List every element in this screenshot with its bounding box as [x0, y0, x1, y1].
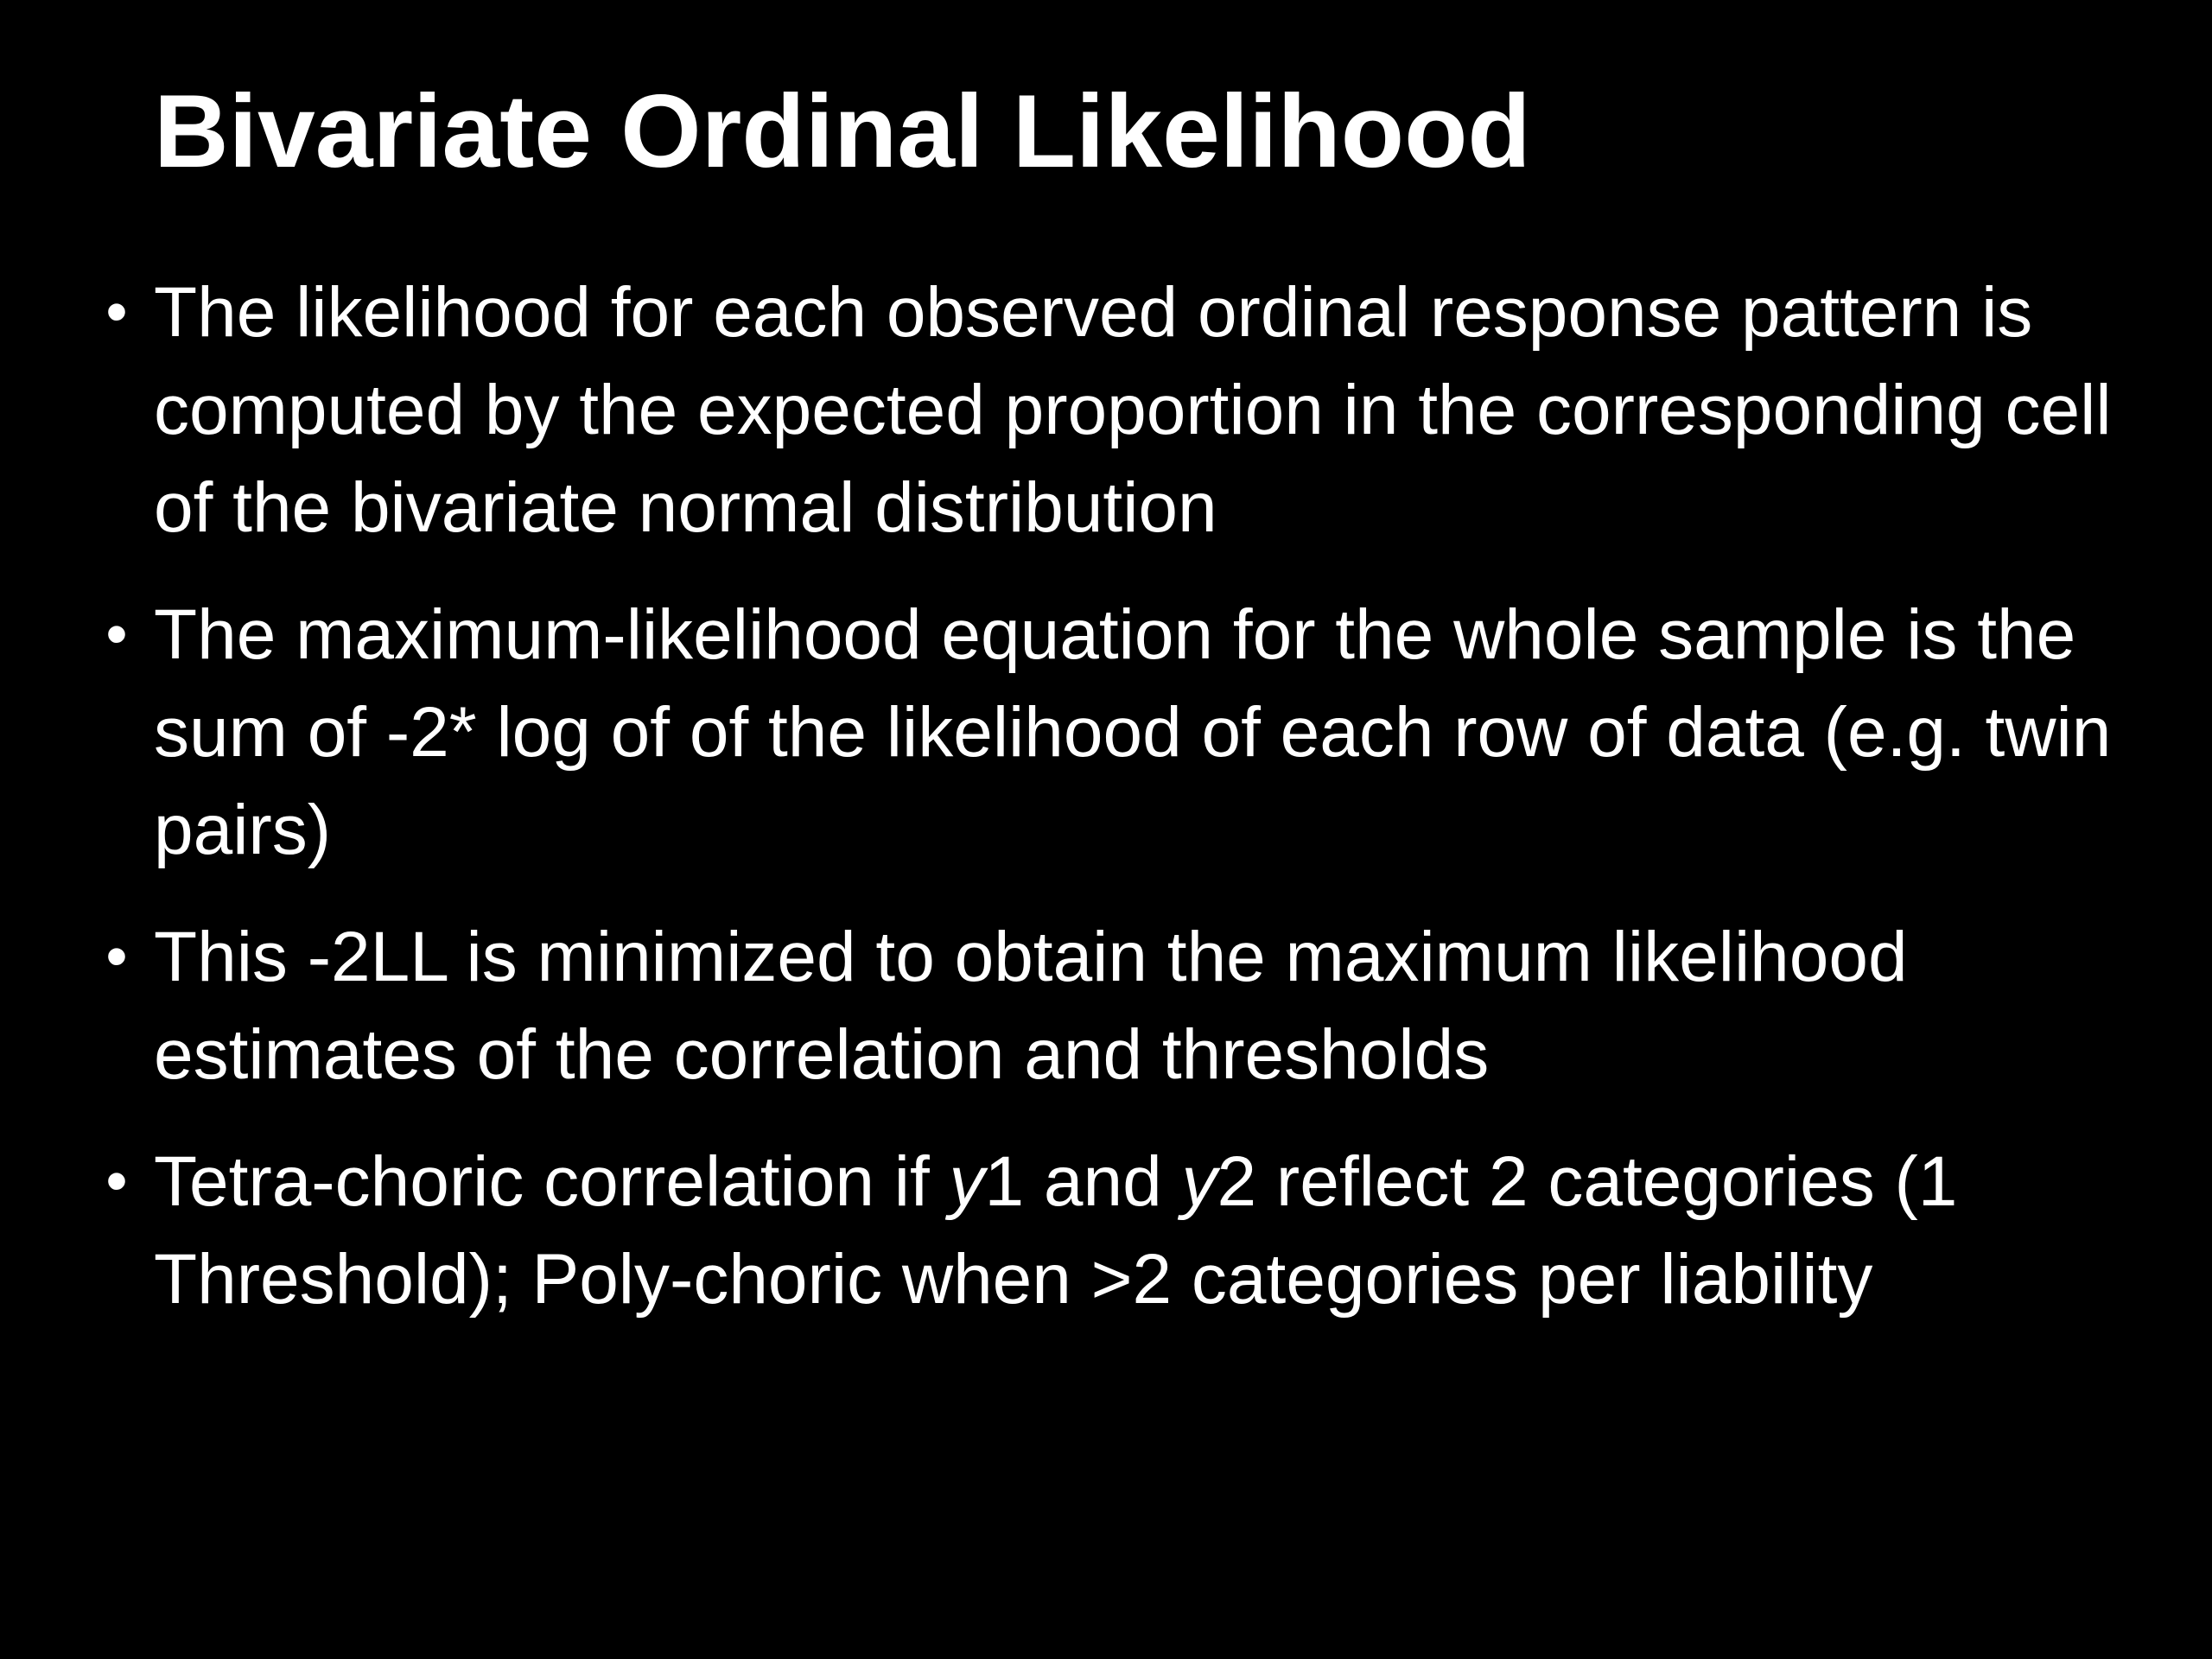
bullet-text: The likelihood for each observed ordinal response pattern is computed by the expected proportion in the corresponding cell of the bivariate normal distribution	[154, 273, 2112, 547]
bullet-item-tetrachoric	[95, 1133, 2152, 1328]
bullet-icon: •	[105, 277, 128, 346]
slide-title: Bivariate Ordinal Likelihood	[154, 73, 1531, 189]
bullet-item-ml-equation	[95, 586, 2152, 879]
bullet-text	[154, 1133, 2152, 1328]
bullet-item-minimize-2ll	[95, 908, 2152, 1103]
bullet-text-part: 2 reflect 2 categories (1 Threshold); Poly-choric when >2 categories per liability	[154, 1142, 1958, 1319]
bullet-text-part: 1 and	[984, 1142, 1182, 1221]
bullet-icon: •	[105, 600, 128, 669]
variable-y1: y	[949, 1142, 985, 1221]
bullet-text-part: Tetra-choric correlation if	[154, 1142, 950, 1221]
bullet-icon: •	[105, 922, 128, 991]
bullet-text: This -2LL is minimized to obtain the maximum likelihood estimates of the correlation and thresholds	[154, 918, 1908, 1094]
variable-y2: y	[1181, 1142, 1217, 1221]
bullet-text: The maximum-likelihood equation for the whole sample is the sum of -2* log of of the likelihood of each row of data (e.g. twin pairs)	[154, 595, 2112, 869]
bullet-icon: •	[105, 1147, 128, 1216]
bullet-list	[95, 264, 2152, 1328]
bullet-item-likelihood-pattern	[95, 264, 2152, 556]
